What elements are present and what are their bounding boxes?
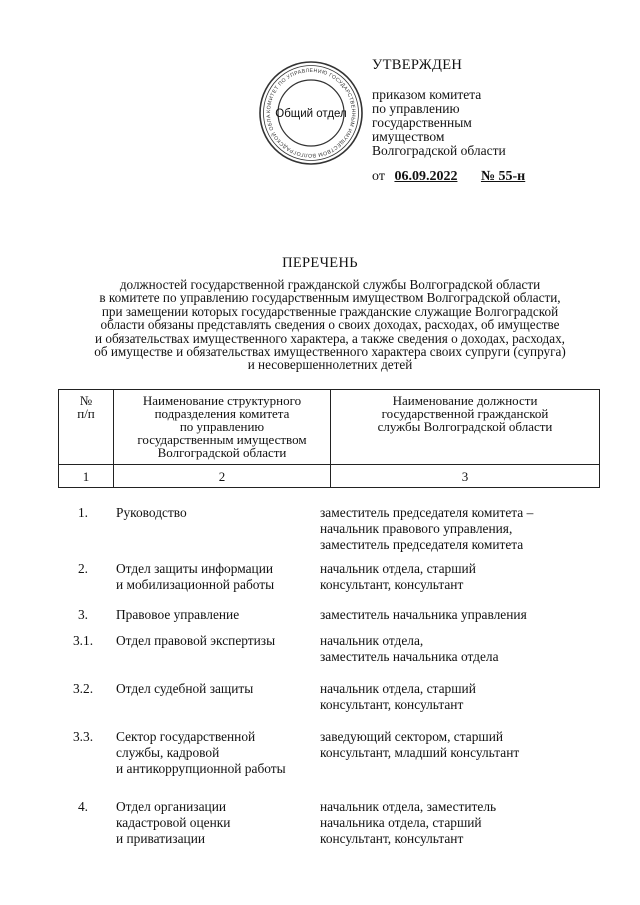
date-prefix: от [372, 169, 385, 184]
column-number: 2 [114, 465, 331, 488]
position-line: начальник правового управления, [320, 521, 513, 536]
row-positions [312, 633, 618, 681]
position-line: консультант, младший консультант [320, 745, 520, 760]
stamp [256, 58, 366, 168]
row-number: 3. [77, 607, 89, 622]
header-text: Наименование структурного [142, 393, 302, 408]
header-text: Наименование должности [392, 393, 538, 408]
subtitle-line: об имуществе и обязательствах имущественного характера своих супруги (супруга) [94, 344, 566, 360]
department-line: и мобилизационной работы [116, 577, 275, 592]
department-line: и антикоррупционной работы [116, 761, 286, 776]
table-row [58, 607, 618, 633]
header-text: Волгоградской области [157, 445, 287, 460]
order-line: государственным [372, 115, 472, 130]
header-col-number [59, 390, 114, 465]
document-subtitle [40, 278, 620, 372]
subtitle-line: при замещении которых государственные гражданские служащие Волгоградской [101, 303, 559, 319]
department-line: Отдел организации [116, 799, 227, 814]
subtitle-line: области обязаны представлять сведения о своих доходах, расходах, об имуществе [100, 317, 560, 333]
order-date: 06.09.2022 [394, 169, 458, 184]
row-positions [312, 561, 618, 607]
row-department [108, 607, 312, 633]
department-line: Правовое управление [116, 607, 240, 622]
position-line: начальник отдела, старший [320, 681, 476, 696]
position-line: заместитель председателя комитета [320, 537, 524, 552]
row-number: 2. [77, 561, 89, 576]
position-line: заместитель начальника управления [320, 607, 527, 622]
department-line: службы, кадровой [116, 745, 220, 760]
position-line: консультант, консультант [320, 577, 464, 592]
department-line: Сектор государственной [116, 729, 256, 744]
subtitle-line: и обязательствах имущественного характера, а также сведения о доходах, расходах, [95, 330, 565, 346]
row-number: 3.1. [72, 633, 94, 648]
position-line: консультант, консультант [320, 831, 464, 846]
table-row [58, 505, 618, 561]
order-line: Волгоградской области [372, 143, 506, 158]
order-lines [372, 88, 632, 158]
position-line: заместитель начальника отдела [320, 649, 499, 664]
table-row [58, 729, 618, 799]
position-line: заместитель председателя комитета – [320, 505, 534, 520]
row-department [108, 561, 312, 607]
row-positions [312, 607, 618, 633]
header-text: по управлению [179, 419, 265, 434]
position-line: начальник отдела, [320, 633, 424, 648]
row-positions [312, 799, 618, 859]
position-line: консультант, консультант [320, 697, 464, 712]
table-column-numbers-row [59, 465, 600, 488]
department-line: Отдел правовой экспертизы [116, 633, 276, 648]
header-text: п/п [77, 406, 95, 421]
header-col-department [114, 390, 331, 465]
position-line: начальник отдела, заместитель [320, 799, 497, 814]
header-col-position [331, 390, 600, 465]
row-department [108, 681, 312, 729]
header-text: № [79, 393, 93, 408]
department-line: Руководство [116, 505, 187, 520]
order-line: по управлению [372, 101, 460, 116]
department-line: Отдел судебной защиты [116, 681, 254, 696]
column-number: 3 [331, 465, 600, 488]
row-positions [312, 729, 618, 799]
row-positions [312, 681, 618, 729]
stamp-seal [256, 58, 366, 168]
order-date-line [372, 170, 632, 184]
positions-list [58, 505, 618, 859]
subtitle-line: в комитете по управлению государственным имуществом Волгоградской области, [99, 290, 561, 306]
approved-label: УТВЕРЖДЕН [372, 57, 463, 73]
position-line: начальника отдела, старший [320, 815, 482, 830]
order-number: № 55-н [480, 169, 526, 184]
department-line: и приватизации [116, 831, 206, 846]
table-row [58, 799, 618, 859]
row-department [108, 633, 312, 681]
positions-table-header [58, 389, 600, 488]
approval-block [372, 58, 632, 184]
row-number: 4. [77, 799, 89, 814]
department-line: кадастровой оценки [116, 815, 231, 830]
header-text: подразделения комитета [154, 406, 290, 421]
row-number: 1. [77, 505, 89, 520]
row-department [108, 729, 312, 799]
row-department [108, 799, 312, 859]
row-department [108, 505, 312, 561]
table-row [58, 633, 618, 681]
row-number: 3.3. [72, 729, 94, 744]
subtitle-line: и несовершеннолетних детей [247, 357, 413, 373]
position-line: начальник отдела, старший [320, 561, 476, 576]
table-row [58, 681, 618, 729]
header-text: государственной гражданской [381, 406, 549, 421]
header-text: государственным имуществом [137, 432, 307, 447]
stamp-center-text: Общий отдел [275, 108, 347, 120]
subtitle-line: должностей государственной гражданской службы Волгоградской области [119, 277, 541, 292]
row-number: 3.2. [72, 681, 94, 696]
row-positions [312, 505, 618, 561]
order-line: приказом комитета [372, 87, 482, 102]
table-row [58, 561, 618, 607]
table-header-row [59, 390, 600, 465]
order-line: имуществом [372, 129, 445, 144]
department-line: Отдел защиты информации [116, 561, 274, 576]
document-title: ПЕРЕЧЕНЬ [282, 255, 358, 271]
column-number: 1 [59, 465, 114, 488]
position-line: заведующий сектором, старший [320, 729, 504, 744]
header-text: службы Волгоградской области [377, 419, 553, 434]
stamp-ring-text: КОМИТЕТ ПО УПРАВЛЕНИЮ ГОСУДАРСТВЕННЫМ ИМУЩЕСТВОМ ВОЛГОГРАДСКОЙ ОБЛА [265, 67, 357, 159]
